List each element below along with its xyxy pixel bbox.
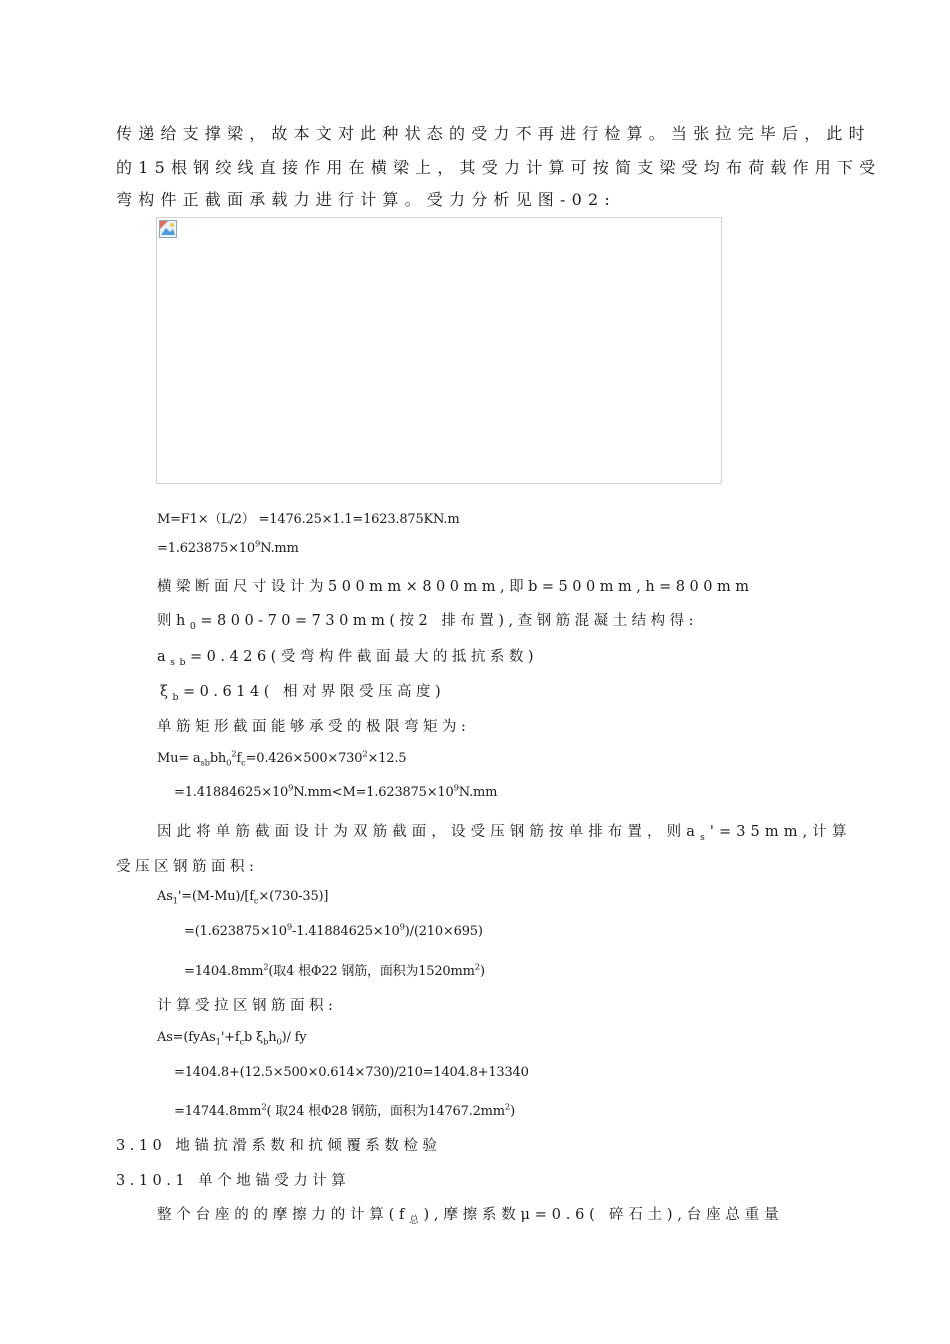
- formula-as1-substitution: $=(1.623875\times 10^9-1.41884625\times 10^9)/(210\times 695)$: [184, 921, 483, 939]
- paragraph-line-2: 的15根钢绞线直接作用在横梁上，其受力计算可按简支梁受均布荷载作用下受: [116, 158, 882, 177]
- double-section-line-1: 因此将单筋截面设计为双筋截面，设受压钢筋按单排布置，则$a_s'=35mm$,计算: [157, 824, 852, 843]
- formula-mu: $Mu= a_{sb}bh_0^2f_c=0.426\times 500\times 730^2\times 12.5$: [157, 748, 407, 768]
- paragraph-line-3: 弯构件正截面承载力进行计算。受力分析见图-02:: [116, 190, 616, 209]
- section-heading-3-10: 3.10 地锚抗滑系数和抗倾覆系数检验: [116, 1138, 442, 1154]
- formula-mu-compare: $=1.41884625\times 10^9N.mm<M=1.623875\times 10^9N.mm$: [174, 782, 498, 800]
- broken-image-icon: [159, 220, 177, 238]
- limit-moment-text: 单筋矩形截面能够承受的极限弯矩为:: [157, 719, 471, 735]
- formula-as1-result: $=1404.8mm^2$(取4 根Φ22 钢筋，面积为$1520mm^2$): [184, 961, 485, 979]
- section-size-text: 横梁断面尺寸设计为500mm×800mm,即b=500mm,h=800mm: [157, 579, 754, 595]
- formula-m: M=F1×（L/2） =1476.25×1.1=1623.875KN.m: [157, 512, 460, 527]
- formula-as-result: $=14744.8mm^2$( 取24 根Φ28 钢筋，面积为$14767.2mm^2$): [174, 1101, 515, 1119]
- friction-paragraph: 整个台座的的摩擦力的计算$(f_总)$,摩擦系数μ=0.6( 碎石土),台座总重量: [157, 1207, 784, 1226]
- paragraph-line-1: 传递给支撑梁，故本文对此种状态的受力不再进行检算。当张拉完毕后，此时: [116, 124, 871, 143]
- formula-as-substitution: =1404.8+(12.5×500×0.614×730)/210=1404.8+13340: [174, 1065, 529, 1080]
- section-heading-3-10-1: 3.10.1 单个地锚受力计算: [116, 1173, 351, 1189]
- asb-text: $a_{sb}=0.426$(受弯构件截面最大的抵抗系数): [157, 649, 538, 668]
- figure-02-placeholder: [156, 217, 722, 484]
- tension-area-text: 计算受拉区钢筋面积:: [157, 998, 338, 1014]
- double-section-line-2: 受压区钢筋面积:: [116, 859, 259, 875]
- formula-as1: $As_1'=(M-Mu)/[f_c\times(730-35)]$: [157, 889, 329, 906]
- xi-b-text: $\xi_b=0.614$( 相对界限受压高度): [160, 684, 446, 703]
- h0-text: 则$h_0=800-70=730mm$(按2 排布置),查钢筋混凝土结构得:: [157, 613, 698, 632]
- formula-as: $As=(fyAs_1'+f_cb$ $\xi_bh_0)/$ fy: [157, 1030, 307, 1047]
- formula-m-nmm: $=1.623875\times 10^9N.mm$: [157, 538, 299, 556]
